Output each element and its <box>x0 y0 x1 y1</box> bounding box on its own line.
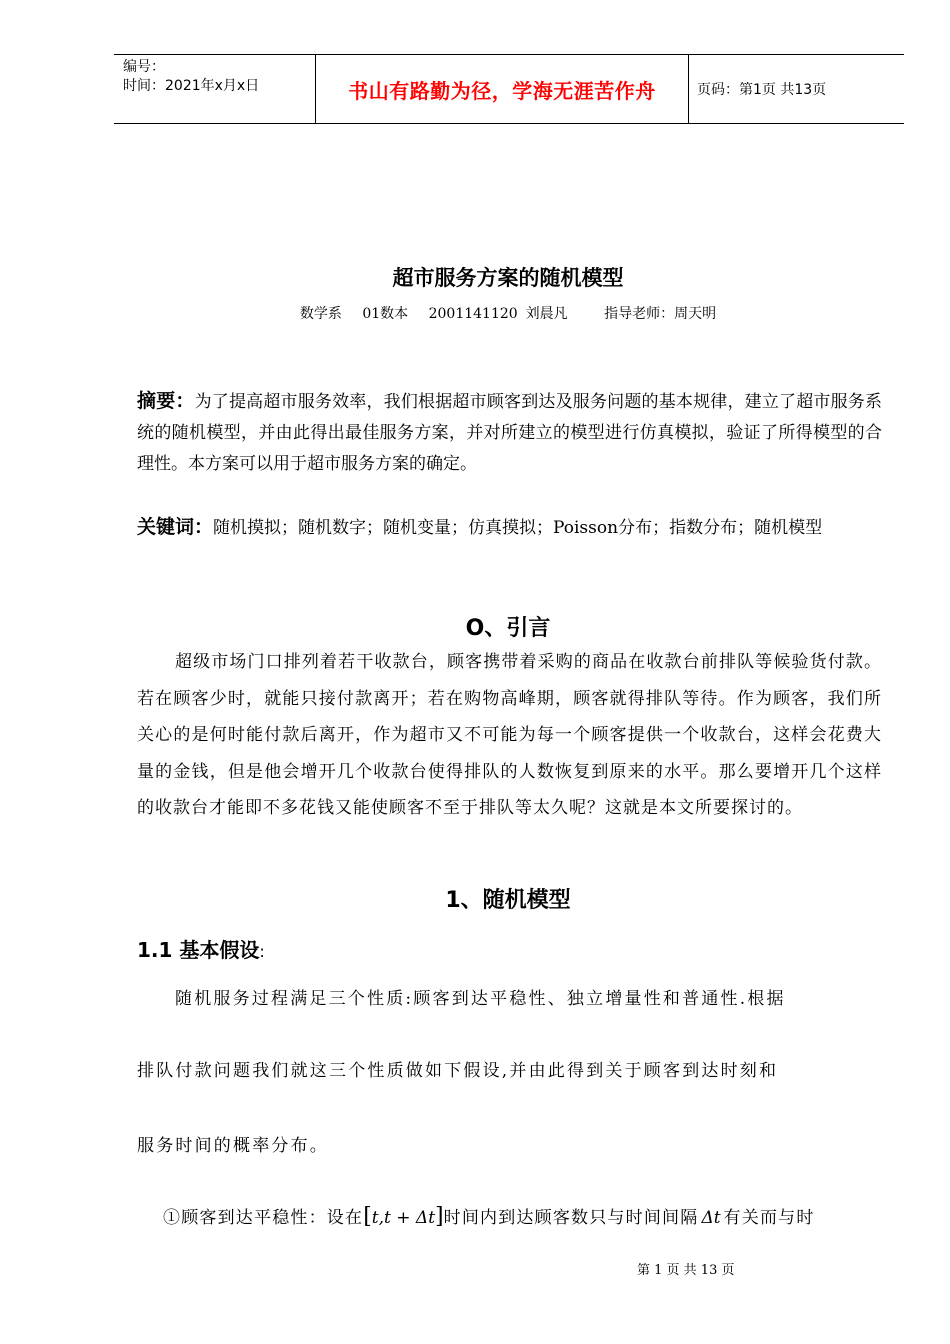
keywords <box>137 512 882 544</box>
subsection-heading <box>137 934 265 963</box>
item1-mid: 时间内到达顾客数只与时间间隔 <box>443 1208 699 1228</box>
abstract <box>137 386 882 480</box>
header-motto: 书山有路勤为径，学海无涯苦作舟 <box>348 78 656 103</box>
number-label: 编号： <box>123 59 165 75</box>
keywords-label: 关键词： <box>137 516 214 538</box>
header-meta <box>123 58 259 96</box>
author-name: 刘晨凡 <box>525 306 568 322</box>
author-id: 2001141120 <box>428 306 518 322</box>
keywords-text: 随机摸拟；随机数字；随机变量；仿真摸拟；Poisson分布；指数分布；随机模型 <box>213 518 823 538</box>
interval-formula-text: t,t + Δt <box>371 1208 436 1228</box>
assumption-item-1 <box>163 1203 815 1229</box>
abstract-text: 为了提高超市服务效率，我们根据超市顾客到达及服务问题的基本规律，建立了超市服务系统的随机模型，并由此得出最佳服务方案，并对所建立的模型进行仿真模拟，验证了所得模型的合理性。本方案可以用于超市服务方案的确定。 <box>137 392 882 474</box>
paragraph-line-1: 随机服务过程满足三个性质:顾客到达平稳性、独立增量性和普通性.根据 <box>175 989 786 1009</box>
header-page-info: 页码：第1页 共13页 <box>697 82 827 98</box>
subsection-colon: : <box>259 942 265 961</box>
author-class: 01数本 <box>362 306 409 322</box>
time-label: 时间：2021年x月x日 <box>123 78 260 94</box>
intro-paragraph: 超级市场门口排列着若干收款台，顾客携带着采购的商品在收款台前排队等候验货付款。若在顾客少时，就能只接付款离开；若在购物高峰期，顾客就得排队等待。作为顾客，我们所关心的是何时能付款后离开，作为超市又不可能为每一个顾客提供一个收款台，这样会花费大量的金钱，但是他会增开几个收款台使得排队的人数恢复到原来的水平。那么要增开几个这样的收款台才能即不多花钱又能使顾客不至于排队等太久呢？这就是本文所要探讨的。 <box>137 652 882 818</box>
page-header <box>114 54 904 124</box>
author-advisor: 指导老师：周天明 <box>604 306 717 322</box>
section-heading-model: 1、随机模型 <box>445 888 571 913</box>
abstract-label: 摘要： <box>137 390 195 412</box>
section-heading-intro: O、引言 <box>465 616 551 641</box>
author-line <box>0 303 950 323</box>
subsection-title: 1.1 基本假设 <box>137 938 260 962</box>
page-footer: 第 1 页 共 13 页 <box>637 1263 735 1278</box>
delta-t: Δt <box>701 1208 721 1228</box>
document-title: 超市服务方案的随机模型 <box>392 266 624 290</box>
header-divider <box>688 55 689 123</box>
author-dept: 数学系 <box>299 306 342 322</box>
item1-suffix: 有关而与时 <box>723 1208 815 1228</box>
paragraph-line-3: 服务时间的概率分布。 <box>137 1136 329 1156</box>
item1-prefix: ①顾客到达平稳性：设在 <box>163 1208 364 1228</box>
paragraph-line-2: 排队付款问题我们就这三个性质做如下假设,并由此得到关于顾客到达时刻和 <box>137 1061 779 1081</box>
interval-formula: [t,t + Δt] <box>363 1204 444 1229</box>
